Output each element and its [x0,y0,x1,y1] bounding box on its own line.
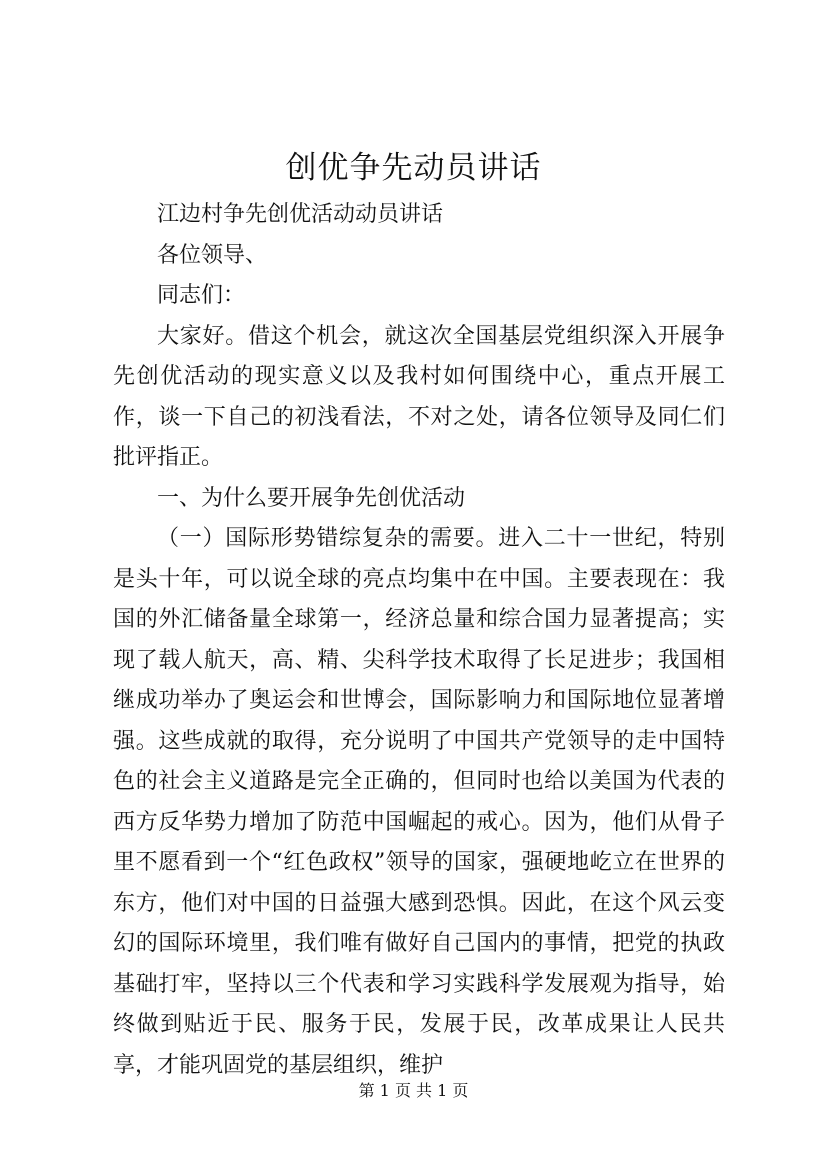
salutation-comrades: 同志们： [157,283,246,308]
salutation-leaders: 各位领导、 [157,242,268,268]
section-1-paragraph: （一）国际形势错综复杂的需要。进入二十一世纪，特别是头十年，可以说全球的亮点均集中在中国。主要表现在：我国的外汇储备量全球第一，经济总量和综合国力显著提高；实现了载人航天，高、精、尖科学技术取得了长足进步；我国相继成功举办了奥运会和世博会，国际影响力和国际地位显著增强。这些成就的取得，充分说明了中国共产党领导的走中国特色的社会主义道路是完全正确的，但同时也给以美国为代表的西方反华势力增加了防范中国崛起的戒心。因为，他们从骨子里不愿看到一个“红色政权”领导的国家，强硬地屹立在世界的东方，他们对中国的日益强大感到恐惧。因此，在这个风云变幻的国际环境里，我们唯有做好自己国内的事情，把党的执政基础打牢，坚持以三个代表和学习实践科学发展观为指导，始终做到贴近于民、服务于民，发展于民，改革成果让人民共享，才能巩固党的基层组织，维护 [113,526,725,1078]
intro-paragraph: 大家好。借这个机会，就这次全国基层党组织深入开展争先创优活动的现实意义以及我村如何围绕中心，重点开展工作，谈一下自己的初浅看法，不对之处，请各位领导及同仁们批评指正。 [113,323,725,470]
page-footer: 第 1 页 共 1 页 [358,1081,469,1100]
subtitle-line: 江边村争先创优活动动员讲话 [157,202,444,227]
document-body [113,195,725,1086]
section-heading-1: 一、为什么要开展争先创优活动 [157,485,466,511]
document-title: 创优争先动员讲话 [285,150,542,186]
